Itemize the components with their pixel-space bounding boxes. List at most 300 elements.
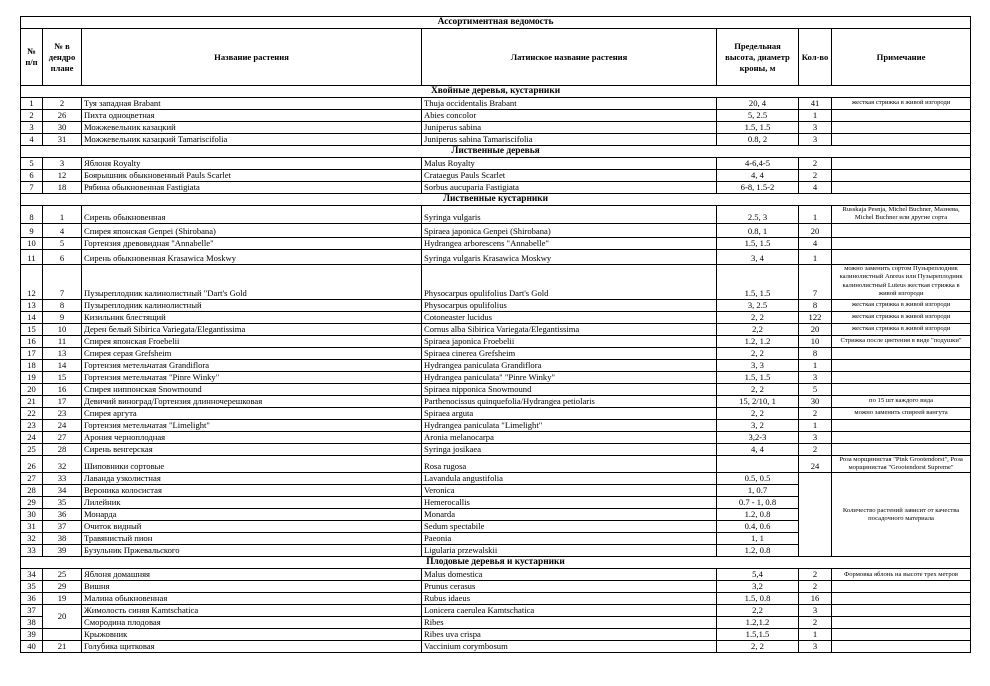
size-value: 1.5, 1.5 <box>717 238 799 250</box>
row-number: 25 <box>21 443 43 455</box>
quantity: 3 <box>799 122 832 134</box>
latin-name: Aronia melanocarpa <box>422 431 717 443</box>
plan-number: 34 <box>43 485 82 497</box>
table-row <box>21 170 971 182</box>
table-row <box>21 605 971 617</box>
size-value: 3, 3 <box>717 359 799 371</box>
size-value: 1.2, 0.8 <box>717 509 799 521</box>
table-row <box>21 250 971 265</box>
plan-number: 7 <box>43 265 82 300</box>
row-number: 9 <box>21 224 43 238</box>
latin-name: Veronica <box>422 485 717 497</box>
note: Russkaja Pesnja, Michel Buchner, Мазнева, Michel Buchner или другие сорта <box>832 206 971 224</box>
latin-name: Spiraea arguta <box>422 407 717 419</box>
latin-name: Hydrangea paniculata" "Pinre Winky" <box>422 371 717 383</box>
latin-name: Abies concolor <box>422 110 717 122</box>
row-number: 29 <box>21 497 43 509</box>
note <box>832 581 971 593</box>
size-value: 6-8, 1.5-2 <box>717 182 799 194</box>
header-name: Название растения <box>82 29 422 86</box>
row-number: 39 <box>21 629 43 641</box>
plan-number: 8 <box>43 299 82 311</box>
quantity: 2 <box>799 158 832 170</box>
plant-name: Девичий виноград/Гортензия длинночерешковая <box>82 395 422 407</box>
header-plan: № в дендро плане <box>43 29 82 86</box>
quantity: 1 <box>799 110 832 122</box>
note: по 15 шт каждого вида <box>832 395 971 407</box>
row-number: 23 <box>21 419 43 431</box>
plan-number: 20 <box>43 605 82 629</box>
table-row <box>21 641 971 653</box>
quantity: 1 <box>799 419 832 431</box>
note <box>832 617 971 629</box>
quantity: 20 <box>799 224 832 238</box>
table-row <box>21 395 971 407</box>
header-note: Примечание <box>832 29 971 86</box>
plant-name: Пузыреплодник калинолистный <box>82 299 422 311</box>
row-number: 4 <box>21 134 43 146</box>
note <box>832 383 971 395</box>
row-number: 17 <box>21 347 43 359</box>
latin-name: Monarda <box>422 509 717 521</box>
row-number: 5 <box>21 158 43 170</box>
note: можно заменить спиреей вангута <box>832 407 971 419</box>
section-heading: Лиственные кустарники <box>21 194 971 206</box>
plant-name: Спирея серая Grefsheim <box>82 347 422 359</box>
size-value: 5,4 <box>717 569 799 581</box>
size-value: 2, 2 <box>717 407 799 419</box>
plant-name: Лаванда узколистная <box>82 473 422 485</box>
row-number: 27 <box>21 473 43 485</box>
size-value: 1.5, 1.5 <box>717 122 799 134</box>
size-value: 1.2, 0.8 <box>717 545 799 557</box>
plant-name: Яблоня Royalty <box>82 158 422 170</box>
table-row <box>21 443 971 455</box>
row-number: 3 <box>21 122 43 134</box>
size-value: 1, 1 <box>717 533 799 545</box>
table-row <box>21 473 971 485</box>
plan-number: 16 <box>43 383 82 395</box>
note: Стрижка после цветения в виде "подушки" <box>832 335 971 347</box>
latin-name: Hydrangea arborescens "Annabelle" <box>422 238 717 250</box>
size-value: 1, 0.7 <box>717 485 799 497</box>
latin-name: Sedum spectabile <box>422 521 717 533</box>
size-value: 0.7 - 1, 0.8 <box>717 497 799 509</box>
latin-name: Malus domestica <box>422 569 717 581</box>
note <box>832 238 971 250</box>
plant-name: Спирея ниппонская Snowmound <box>82 383 422 395</box>
plan-number: 9 <box>43 311 82 323</box>
quantity: 1 <box>799 206 832 224</box>
row-number: 15 <box>21 323 43 335</box>
latin-name: Juniperus sabina Tamariscifolia <box>422 134 717 146</box>
quantity: 8 <box>799 347 832 359</box>
section-heading: Плодовые деревья и кустарники <box>21 557 971 569</box>
quantity: 2 <box>799 170 832 182</box>
plant-name: Спирея японская Froebelii <box>82 335 422 347</box>
size-value: 2,2 <box>717 605 799 617</box>
row-number: 19 <box>21 371 43 383</box>
plant-name: Боярышник обыкновенный Pauls Scarlet <box>82 170 422 182</box>
row-number: 31 <box>21 521 43 533</box>
table-row <box>21 581 971 593</box>
table-row <box>21 182 971 194</box>
size-value: 3, 2.5 <box>717 299 799 311</box>
latin-name: Physocarpus opulifolius <box>422 299 717 311</box>
plant-name: Крыжовник <box>82 629 422 641</box>
plant-name: Дерен белый Sibirica Variegata/Elegantissima <box>82 323 422 335</box>
plant-name: Кизильник блестящий <box>82 311 422 323</box>
latin-name: Ribes <box>422 617 717 629</box>
latin-name: Malus Royalty <box>422 158 717 170</box>
row-number: 40 <box>21 641 43 653</box>
note <box>832 110 971 122</box>
table-row <box>21 158 971 170</box>
row-number: 7 <box>21 182 43 194</box>
size-value: 3,2-3 <box>717 431 799 443</box>
row-number: 34 <box>21 569 43 581</box>
row-number: 30 <box>21 509 43 521</box>
table-row <box>21 407 971 419</box>
quantity: 1 <box>799 629 832 641</box>
header-row <box>21 29 971 86</box>
quantity: 10 <box>799 335 832 347</box>
size-value: 2, 2 <box>717 641 799 653</box>
table-row <box>21 419 971 431</box>
quantity: 2 <box>799 617 832 629</box>
plant-name: Шиповники сортовые <box>82 455 422 473</box>
plan-number: 26 <box>43 110 82 122</box>
row-number: 11 <box>21 250 43 265</box>
quantity: 3 <box>799 641 832 653</box>
plant-name: Пихта одноцветная <box>82 110 422 122</box>
latin-name: Syringa vulgaris <box>422 206 717 224</box>
latin-name: Ligularia przewalskii <box>422 545 717 557</box>
plant-name: Пузыреплодник калинолистный "Dart's Gold <box>82 265 422 300</box>
size-value: 0.4, 0.6 <box>717 521 799 533</box>
note: жесткая стрижка в живой изгороди <box>832 323 971 335</box>
plant-name: Сирень обыкновенная Krasawica Moskwy <box>82 250 422 265</box>
size-value: 4, 4 <box>717 443 799 455</box>
header-latin: Латинское название растения <box>422 29 717 86</box>
plan-number: 15 <box>43 371 82 383</box>
latin-name: Juniperus sabina <box>422 122 717 134</box>
plan-number <box>43 629 82 641</box>
latin-name: Cornus alba Sibirica Variegata/Elegantissima <box>422 323 717 335</box>
table-row <box>21 299 971 311</box>
assortment-table <box>20 16 971 653</box>
plan-number: 25 <box>43 569 82 581</box>
row-number: 32 <box>21 533 43 545</box>
size-value: 3, 4 <box>717 250 799 265</box>
header-qty: Кол-во <box>799 29 832 86</box>
size-value: 0.8, 1 <box>717 224 799 238</box>
quantity: 122 <box>799 311 832 323</box>
plan-number: 33 <box>43 473 82 485</box>
table-row <box>21 265 971 300</box>
note: жесткая стрижка в живой изгороди <box>832 299 971 311</box>
plan-number: 30 <box>43 122 82 134</box>
quantity: 3 <box>799 605 832 617</box>
header-size: Предельная высота, диаметр кроны, м <box>717 29 799 86</box>
row-number: 8 <box>21 206 43 224</box>
row-number: 6 <box>21 170 43 182</box>
note <box>832 224 971 238</box>
row-number: 33 <box>21 545 43 557</box>
note <box>832 182 971 194</box>
table-row <box>21 617 971 629</box>
quantity: 3 <box>799 134 832 146</box>
plant-name: Спирея японская Genpei (Shirobana) <box>82 224 422 238</box>
plan-number: 10 <box>43 323 82 335</box>
plan-number: 39 <box>43 545 82 557</box>
table-row <box>21 311 971 323</box>
size-value <box>717 455 799 473</box>
size-value: 0.5, 0.5 <box>717 473 799 485</box>
row-number: 10 <box>21 238 43 250</box>
note <box>832 122 971 134</box>
plant-name: Рябина обыкновенная Fastigiata <box>82 182 422 194</box>
latin-name: Spiraea cinerea Grefsheim <box>422 347 717 359</box>
latin-name: Hemerocallis <box>422 497 717 509</box>
plan-number: 23 <box>43 407 82 419</box>
note <box>832 641 971 653</box>
quantity: 16 <box>799 593 832 605</box>
note <box>832 359 971 371</box>
note <box>832 629 971 641</box>
latin-name: Lonicera caerulea Kamtschatica <box>422 605 717 617</box>
plant-name: Голубика щитковая <box>82 641 422 653</box>
row-number: 26 <box>21 455 43 473</box>
size-value: 0.8, 2 <box>717 134 799 146</box>
quantity: 8 <box>799 299 832 311</box>
note <box>832 158 971 170</box>
plan-number: 31 <box>43 134 82 146</box>
table-row <box>21 98 971 110</box>
row-number: 2 <box>21 110 43 122</box>
table-row <box>21 569 971 581</box>
plan-number: 1 <box>43 206 82 224</box>
plant-name: Бузульник Пржевальского <box>82 545 422 557</box>
latin-name: Thuja occidentalis Brabant <box>422 98 717 110</box>
table-row <box>21 383 971 395</box>
quantity: 24 <box>799 455 832 473</box>
quantity: 2 <box>799 407 832 419</box>
table-row <box>21 134 971 146</box>
table-row <box>21 455 971 473</box>
table-row <box>21 238 971 250</box>
note <box>832 347 971 359</box>
latin-name: Hydrangea paniculata Grandiflora <box>422 359 717 371</box>
plant-name: Сирень венгерская <box>82 443 422 455</box>
row-number: 37 <box>21 605 43 617</box>
plan-number: 38 <box>43 533 82 545</box>
latin-name: Syringa josikaea <box>422 443 717 455</box>
note <box>832 134 971 146</box>
plan-number: 37 <box>43 521 82 533</box>
note <box>832 371 971 383</box>
row-number: 22 <box>21 407 43 419</box>
latin-name: Lavandula angustifolia <box>422 473 717 485</box>
latin-name: Prunus cerasus <box>422 581 717 593</box>
note: Роза морщинистая "Pink Grootendorst", Роза морщинистая "Grootendorst Supreme" <box>832 455 971 473</box>
table-row <box>21 323 971 335</box>
table-row <box>21 224 971 238</box>
plant-name: Гортензия метельчатая "Limelight" <box>82 419 422 431</box>
quantity: 2 <box>799 569 832 581</box>
size-value: 2.5, 3 <box>717 206 799 224</box>
table-row <box>21 206 971 224</box>
plan-number: 29 <box>43 581 82 593</box>
table-row <box>21 593 971 605</box>
table-body <box>21 86 971 653</box>
plant-name: Травянистый пион <box>82 533 422 545</box>
latin-name: Spiraea japonica Froebelii <box>422 335 717 347</box>
row-number: 38 <box>21 617 43 629</box>
plant-name: Смородина плодовая <box>82 617 422 629</box>
latin-name: Syringa vulgaris Krasawica Moskwy <box>422 250 717 265</box>
note <box>832 170 971 182</box>
plan-number: 17 <box>43 395 82 407</box>
quantity: 1 <box>799 250 832 265</box>
plan-number: 13 <box>43 347 82 359</box>
row-number: 36 <box>21 593 43 605</box>
plant-name: Гортензия древовидная "Annabelle" <box>82 238 422 250</box>
plan-number: 6 <box>43 250 82 265</box>
plan-number: 12 <box>43 170 82 182</box>
row-number: 14 <box>21 311 43 323</box>
quantity: 41 <box>799 98 832 110</box>
plan-number: 3 <box>43 158 82 170</box>
latin-name: Rosa rugosa <box>422 455 717 473</box>
plan-number: 28 <box>43 443 82 455</box>
plan-number: 36 <box>43 509 82 521</box>
assortment-sheet <box>20 16 970 653</box>
latin-name: Spiraea japonica Genpei (Shirobana) <box>422 224 717 238</box>
row-number: 12 <box>21 265 43 300</box>
plant-name: Жимолость синяя Kamtschatica <box>82 605 422 617</box>
note <box>832 250 971 265</box>
plant-name: Лилейник <box>82 497 422 509</box>
plan-number: 18 <box>43 182 82 194</box>
size-value: 4-6,4-5 <box>717 158 799 170</box>
plant-name: Вероника колосистая <box>82 485 422 497</box>
note <box>832 605 971 617</box>
plan-number: 5 <box>43 238 82 250</box>
size-value: 2, 2 <box>717 383 799 395</box>
quantity: 2 <box>799 581 832 593</box>
table-row <box>21 431 971 443</box>
row-number: 20 <box>21 383 43 395</box>
latin-name: Ribes uva crispa <box>422 629 717 641</box>
latin-name: Crataegus Pauls Scarlet <box>422 170 717 182</box>
row-number: 18 <box>21 359 43 371</box>
plant-name: Арония черноплодная <box>82 431 422 443</box>
note: жесткая стрижка в живой изгороди <box>832 311 971 323</box>
size-value: 3, 2 <box>717 419 799 431</box>
plan-number: 35 <box>43 497 82 509</box>
plan-number: 24 <box>43 419 82 431</box>
size-value: 3,2 <box>717 581 799 593</box>
plan-number: 4 <box>43 224 82 238</box>
quantity: 20 <box>799 323 832 335</box>
quantity: 4 <box>799 238 832 250</box>
plan-number: 19 <box>43 593 82 605</box>
plant-name: Сирень обыкновенная <box>82 206 422 224</box>
row-number: 16 <box>21 335 43 347</box>
table-row <box>21 335 971 347</box>
table-row <box>21 359 971 371</box>
size-value: 1.2, 1.2 <box>717 335 799 347</box>
size-value: 2, 2 <box>717 311 799 323</box>
row-number: 13 <box>21 299 43 311</box>
quantity: 3 <box>799 371 832 383</box>
note-merged: Количество растений зависит от качества посадочного материала <box>832 473 971 557</box>
note: можно заменить сортом Пузыреплодник калинолистный Anreus или Пузыреплодник калинолистный Luteus жесткая стрижка в живой изгороди <box>832 265 971 300</box>
plant-name: Очиток видный <box>82 521 422 533</box>
latin-name: Paeonia <box>422 533 717 545</box>
plant-name: Гортензия метельчатая Grandiflora <box>82 359 422 371</box>
plant-name: Спирея аргута <box>82 407 422 419</box>
row-number: 1 <box>21 98 43 110</box>
plan-number: 2 <box>43 98 82 110</box>
plant-name: Монарда <box>82 509 422 521</box>
note: жесткая стрижка в живой изгороди <box>832 98 971 110</box>
plan-number: 11 <box>43 335 82 347</box>
section-heading: Лиственные деревья <box>21 146 971 158</box>
plant-name: Гортензия метельчатая "Pinre Winky" <box>82 371 422 383</box>
table-row <box>21 122 971 134</box>
plant-name: Вишня <box>82 581 422 593</box>
latin-name: Parthenocissus quinquefolia/Hydrangea petiolaris <box>422 395 717 407</box>
latin-name: Sorbus aucuparia Fastigiata <box>422 182 717 194</box>
size-value: 2,2 <box>717 323 799 335</box>
row-number: 28 <box>21 485 43 497</box>
size-value: 5, 2.5 <box>717 110 799 122</box>
quantity: 5 <box>799 383 832 395</box>
plan-number: 14 <box>43 359 82 371</box>
quantity: 2 <box>799 443 832 455</box>
quantity: 3 <box>799 431 832 443</box>
plan-number: 27 <box>43 431 82 443</box>
size-value: 1.5, 0.8 <box>717 593 799 605</box>
row-number: 35 <box>21 581 43 593</box>
row-number: 21 <box>21 395 43 407</box>
header-num: № п/п <box>21 29 43 86</box>
note <box>832 443 971 455</box>
plant-name: Можжевельник казацкий Tamariscifolia <box>82 134 422 146</box>
table-row <box>21 347 971 359</box>
table-row <box>21 110 971 122</box>
size-value: 1.5, 1.5 <box>717 265 799 300</box>
plan-number: 32 <box>43 455 82 473</box>
plan-number: 21 <box>43 641 82 653</box>
table-row <box>21 629 971 641</box>
table-row <box>21 371 971 383</box>
latin-name: Vaccinium corymbosum <box>422 641 717 653</box>
plant-name: Яблоня домашняя <box>82 569 422 581</box>
plant-name: Туя западная Brabant <box>82 98 422 110</box>
size-value: 4, 4 <box>717 170 799 182</box>
size-value: 2, 2 <box>717 347 799 359</box>
quantity-merged <box>799 473 832 557</box>
quantity: 7 <box>799 265 832 300</box>
size-value: 1.5,1.5 <box>717 629 799 641</box>
latin-name: Hydrangea paniculata "Limelight" <box>422 419 717 431</box>
size-value: 1.2,1.2 <box>717 617 799 629</box>
latin-name: Spiraea nipponica Snowmound <box>422 383 717 395</box>
latin-name: Rubus idaeus <box>422 593 717 605</box>
